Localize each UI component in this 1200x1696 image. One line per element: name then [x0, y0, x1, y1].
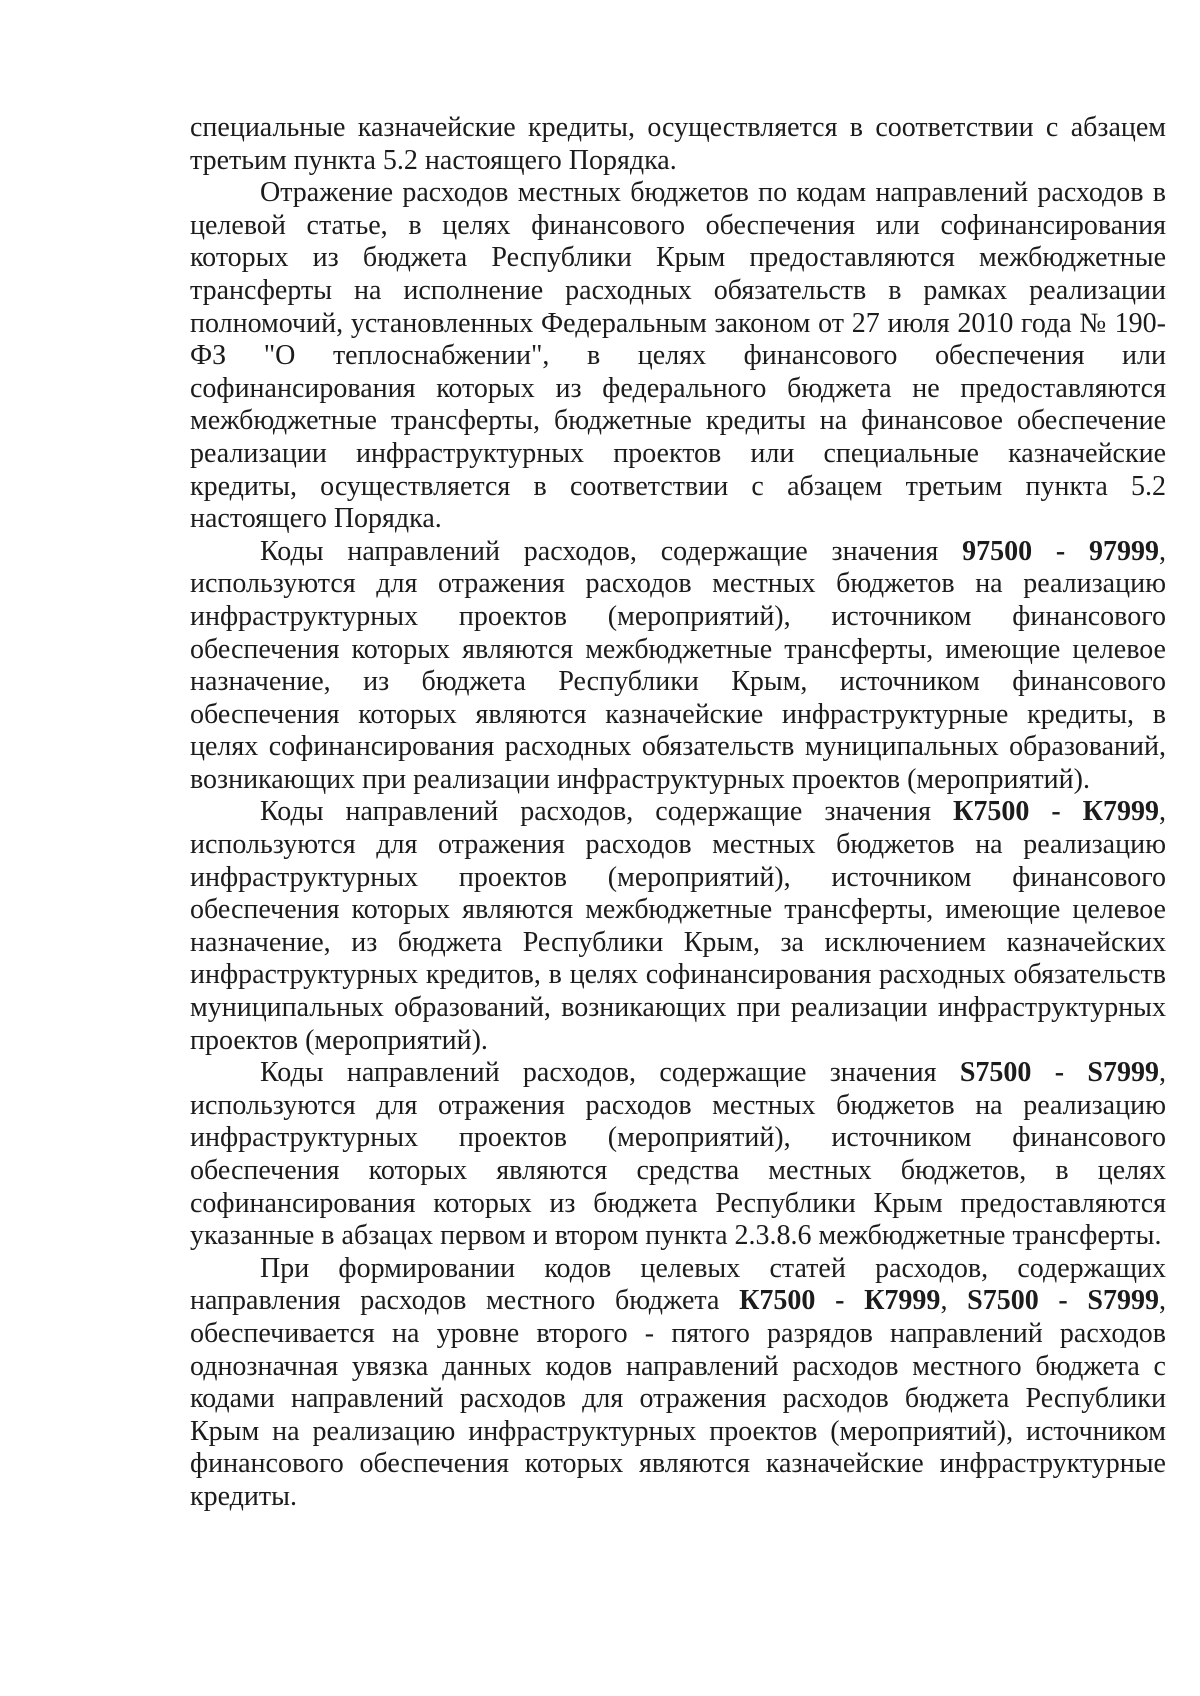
code-range-k7500-ref: К7500 - К7999 — [739, 1285, 941, 1317]
code-range-s7500: S7500 - S7999 — [959, 1057, 1159, 1089]
paragraph-5-text-b: , используются для отражения расходов местных бюджетов на реализацию инфраструктурных проектов (мероприятий), источником финансового обеспечения которых являются средства местных бюджетов, в целях софинансирования которых из бюджета Республики Крым предоставляются указанные в абзацах первом и втором пункта 2.3.8.6 межбюджетные трансферты. — [190, 1057, 1166, 1252]
code-range-s7500-ref: S7500 - S7999 — [967, 1285, 1160, 1317]
paragraph-5-text-a: Коды направлений расходов, содержащие значения — [260, 1057, 960, 1089]
paragraph-3-text-a: Коды направлений расходов, содержащие значения — [260, 535, 963, 567]
paragraph-6 — [190, 1253, 1166, 1514]
paragraph-5 — [190, 1057, 1166, 1253]
document-body — [190, 112, 1166, 1514]
paragraph-4 — [190, 796, 1166, 1057]
code-range-k7500: К7500 - К7999 — [953, 796, 1159, 828]
paragraph-1-text: специальные казначейские кредиты, осуществляется в соответствии с абзацем третьим пункта 5.2 настоящего Порядка. — [190, 112, 1166, 176]
paragraph-4-text-b: , используются для отражения расходов местных бюджетов на реализацию инфраструктурных проектов (мероприятий), источником финансового обеспечения которых являются межбюджетные трансферты, имеющие целевое назначение, из бюджета Республики Крым, за исключением казначейских инфраструктурных кредитов, в целях софинансирования расходных обязательств муниципальных образований, возникающих при реализации инфраструктурных проектов (мероприятий). — [190, 796, 1166, 1056]
paragraph-6-separator: , — [940, 1285, 968, 1317]
paragraph-6-text-b: , обеспечивается на уровне второго - пятого разрядов направлений расходов однозначная увязка данных кодов направлений расходов местного бюджета с кодами направлений расходов для отражения расходов бюджета Республики Крым на реализацию инфраструктурных проектов (мероприятий), источником финансового обеспечения которых являются казначейские инфраструктурные кредиты. — [190, 1285, 1167, 1512]
paragraph-2-text: Отражение расходов местных бюджетов по кодам направлений расходов в целевой статье, в целях финансового обеспечения или софинансирования которых из бюджета Республики Крым предоставляются межбюджетные трансферты на исполнение расходных обязательств в рамках реализации полномочий, установленных Федеральным законом от 27 июля 2010 года № 190-ФЗ "О теплоснабжении", в целях финансового обеспечения или софинансирования которых из федерального бюджета не предоставляются межбюджетные трансферты, бюджетные кредиты на финансовое обеспечение реализации инфраструктурных проектов или специальные казначейские кредиты, осуществляется в соответствии с абзацем третьим пункта 5.2 настоящего Порядка. — [190, 177, 1166, 535]
paragraph-1 — [190, 112, 1166, 177]
paragraph-2 — [190, 177, 1166, 536]
paragraph-3 — [190, 536, 1166, 797]
paragraph-3-text-b: , используются для отражения расходов местных бюджетов на реализацию инфраструктурных проектов (мероприятий), источником финансового обеспечения которых являются межбюджетные трансферты, имеющие целевое назначение, из бюджета Республики Крым, источником финансового обеспечения которых являются казначейские инфраструктурные кредиты, в целях софинансирования расходных обязательств муниципальных образований, возникающих при реализации инфраструктурных проектов (мероприятий). — [190, 535, 1166, 795]
paragraph-4-text-a: Коды направлений расходов, содержащие значения — [260, 796, 954, 828]
code-range-97500: 97500 - 97999 — [962, 535, 1159, 567]
paragraph-6-text-a: При формировании кодов целевых статей расходов, содержащих направления расходов местного бюджета — [190, 1252, 1166, 1317]
